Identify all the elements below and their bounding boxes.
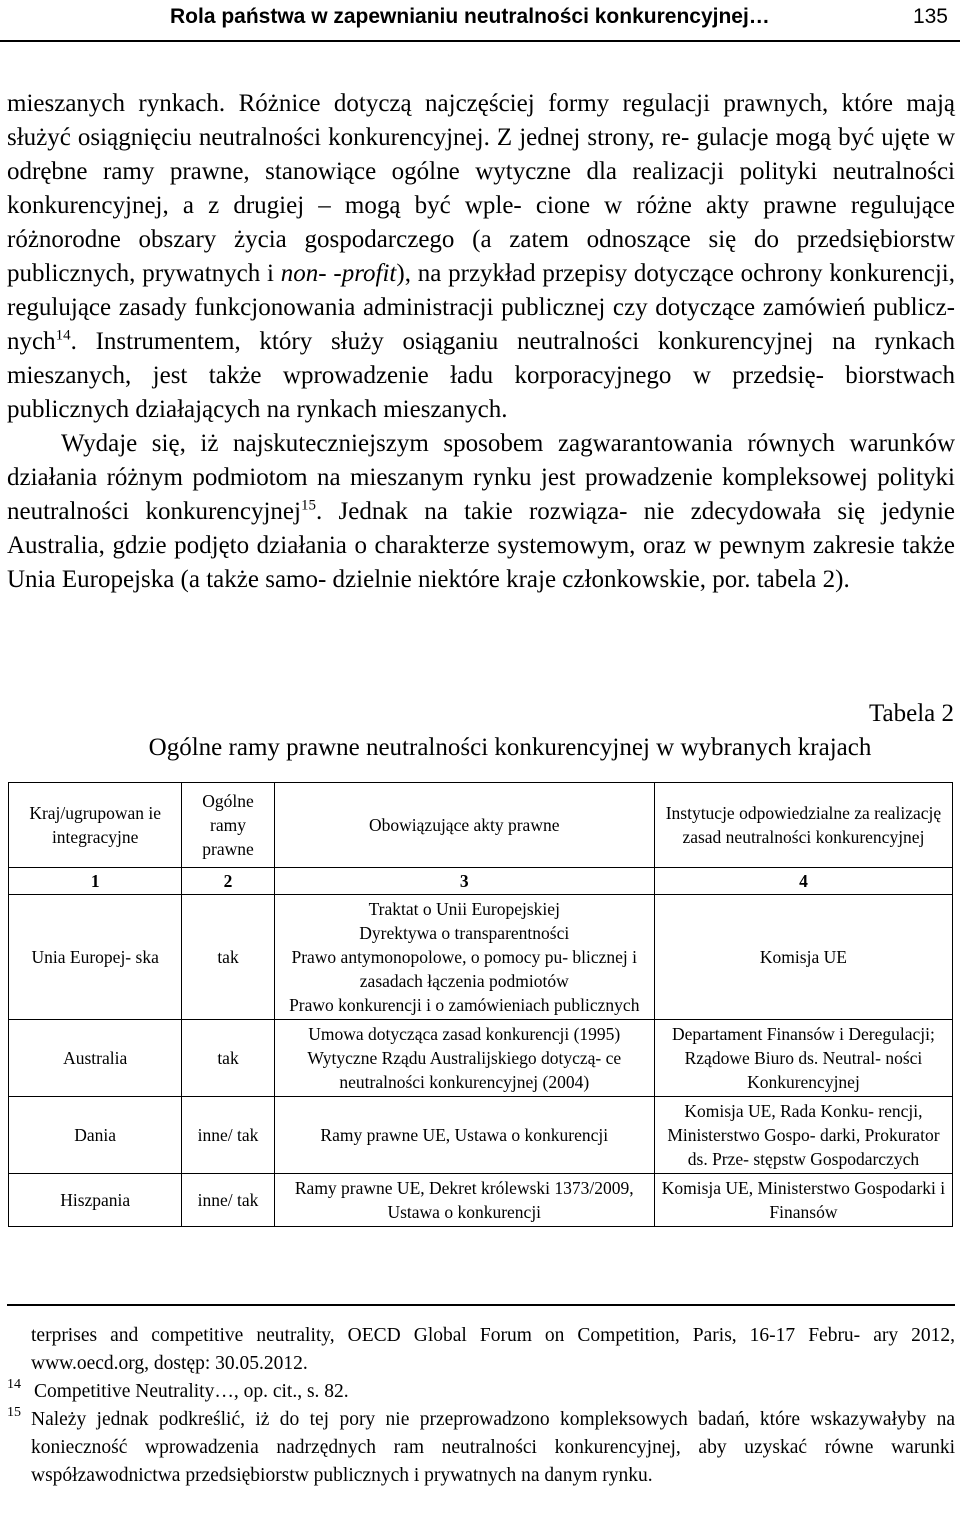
footnote-rule <box>7 1304 955 1306</box>
acts-cell <box>274 1174 654 1227</box>
act-item: Prawo antymonopolowe, o pomocy pu- blicznej i zasadach łączenia podmiotów <box>291 947 638 991</box>
legal-framework-table <box>8 782 953 1227</box>
act-item: Umowa dotycząca zasad konkurencji (1995) <box>308 1024 621 1044</box>
acts-cell <box>274 895 654 1020</box>
framework-cell: tak <box>182 1020 274 1097</box>
country-cell: Unia Europej- ska <box>9 895 182 1020</box>
institutions-cell: Komisja UE, Rada Konku- rencji, Ministerstwo Gospo- darki, Prokurator ds. Prze- stępstw Gospodarczych <box>654 1097 952 1174</box>
footnote-continued: terprises and competitive neutrality, OECD Global Forum on Competition, Paris, 16-17 Febru- ary 2012, www.oecd.org, dostęp: 30.05.2012. <box>31 1325 955 1374</box>
table-title: Ogólne ramy prawne neutralności konkurencyjnej w wybranych krajach <box>148 734 872 761</box>
paragraph-1: mieszanych rynkach. Różnice dotyczą najczęściej formy regulacji prawnych, które mają służyć osiągnięciu neutralności konkurencyjnej. Z jednej strony, re- gulacje mogą być ujęte w odrębne ramy prawne, stanowiące ogólne wytyczne dla realizacji polityki neutralności konkurencyjnej, a z drugiej – mogą być wple- cione w różne akty prawne regulujące różnorodne obszary życia gospodarczego (a zatem odnoszące się do przedsiębiorstw publicznych, prywatnych i non- -profit), na przykład przepisy dotyczące ochrony konkurencji, regulujące zasady funkcjonowania administracji publicznej czy dotyczące zamówień publicz- nych$^{14}$. Instrumentem, który służy osiąganiu neutralności konkurencyjnej na rynkach mieszanych, jest także wprowadzenie ładu korporacyjnego w przedsię- biorstwach publicznych działających na rynkach mieszanych. <box>7 90 955 423</box>
act-item: Ramy prawne UE, Dekret królewski 1373/2009, Ustawa o konkurencji <box>294 1178 634 1222</box>
table-label: Tabela 2 <box>868 700 954 727</box>
act-item: Prawo konkurencji i o zamówieniach publicznych <box>289 995 640 1015</box>
page-number: 135 <box>912 5 948 28</box>
running-header <box>0 0 960 42</box>
table-row <box>9 895 953 1020</box>
footnote-ref-14[interactable]: 14 <box>55 327 71 344</box>
act-item: Traktat o Unii Europejskiej <box>368 899 560 919</box>
table-row <box>9 1020 953 1097</box>
paragraph-2: Wydaje się, iż najskuteczniejszym sposobem zagwarantowania równych warunków działania różnym podmiotom na mieszanym rynku jest prowadzenie kompleksowej polityki neutralności konkurencyjnej$^{15}$. Jednak na takie rozwiąza- nie zdecydowała się jedynie Australia, gdzie podjęto działania o charakterze systemowym, oraz w pewnym zakresie także Unia Europejska (a także samo- dzielnie niektóre kraje członkowskie, por. tabela 2). <box>7 430 955 593</box>
footnote-ref-15[interactable]: 15 <box>300 497 316 514</box>
act-item: Wytyczne Rządu Australijskiego dotyczą- ce neutralności konkurencyjnej (2004) <box>307 1048 622 1092</box>
country-cell: Dania <box>9 1097 182 1174</box>
table-header-row <box>9 783 953 868</box>
running-title: Rola państwa w zapewnianiu neutralności konkurencyjnej… <box>170 5 770 28</box>
column-number: 4 <box>654 868 952 895</box>
footnote-number: 15 <box>7 1405 21 1420</box>
table-row <box>9 1097 953 1174</box>
header-cell-country: Kraj/ugrupowan ie integracyjne <box>9 783 182 868</box>
body-text <box>7 87 955 597</box>
footnote-text: Należy jednak podkreślić, iż do tej pory nie przeprowadzono kompleksowych badań, które wskazywałyby na konieczność wprowadzenia nadrzędnych ram neutralności konkurencyjnej, aby uzyskać równe warunki współzawodnictwa przedsiębiorstw publicznych i prywatnych na danym rynku. <box>31 1409 955 1486</box>
footnotes <box>7 1322 955 1490</box>
framework-cell: inne/ tak <box>182 1097 274 1174</box>
framework-cell: tak <box>182 895 274 1020</box>
institutions-cell: Komisja UE <box>654 895 952 1020</box>
column-number: 1 <box>9 868 182 895</box>
footnote-14 <box>7 1378 955 1406</box>
italic-term: non- -profit <box>280 260 397 287</box>
acts-cell <box>274 1020 654 1097</box>
column-number: 3 <box>274 868 654 895</box>
footnote-15 <box>7 1406 955 1490</box>
institutions-cell: Komisja UE, Ministerstwo Gospodarki i Finansów <box>654 1174 952 1227</box>
country-cell: Australia <box>9 1020 182 1097</box>
acts-cell <box>274 1097 654 1174</box>
act-item: Ramy prawne UE, Ustawa o konkurencji <box>320 1125 609 1145</box>
footnote-number: 14 <box>7 1377 21 1392</box>
act-item: Dyrektywa o transparentności <box>359 923 570 943</box>
header-cell-institutions: Instytucje odpowiedzialne za realizację zasad neutralności konkurencyjnej <box>654 783 952 868</box>
footnote-text: Competitive Neutrality…, op. cit., s. 82. <box>34 1381 349 1402</box>
table-row <box>9 1174 953 1227</box>
framework-cell: inne/ tak <box>182 1174 274 1227</box>
header-cell-acts: Obowiązujące akty prawne <box>274 783 654 868</box>
header-rule <box>0 40 960 42</box>
column-number: 2 <box>182 868 274 895</box>
header-cell-framework: Ogólne ramy prawne <box>182 783 274 868</box>
column-number-row <box>9 868 953 895</box>
institutions-cell: Departament Finansów i Deregulacji; Rządowe Biuro ds. Neutral- ności Konkurencyjnej <box>654 1020 952 1097</box>
country-cell: Hiszpania <box>9 1174 182 1227</box>
